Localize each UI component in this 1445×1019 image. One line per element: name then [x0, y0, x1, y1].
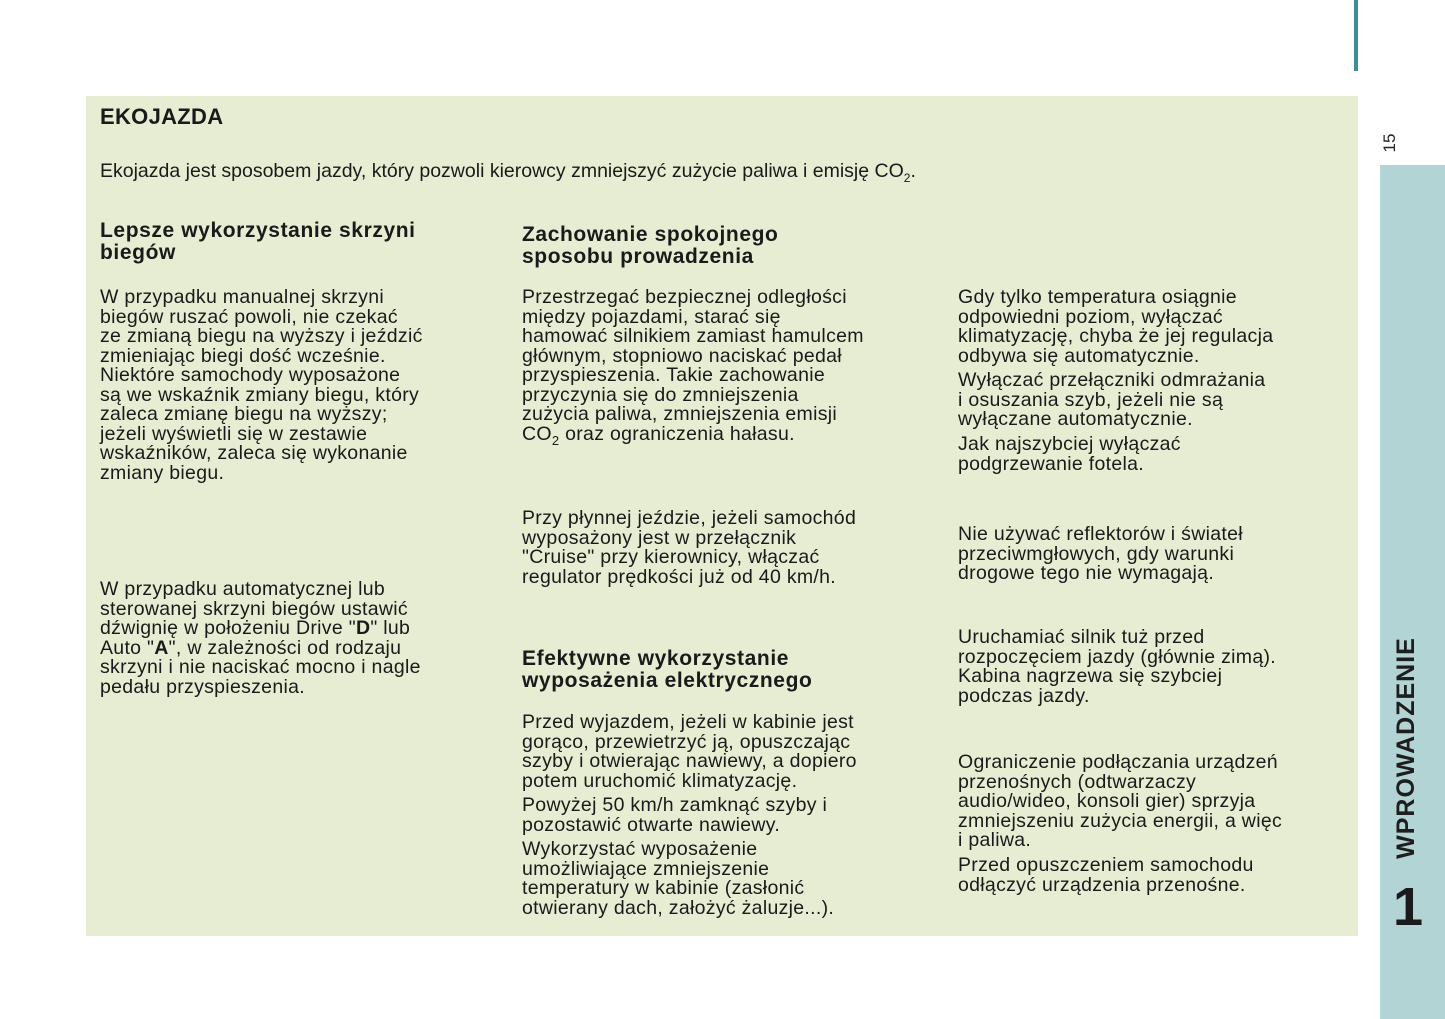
- para-portable-devices: Ograniczenie podłączania urządzeń przenośnych (odtwarzaczy audio/wideo, konsoli gier) sprzyja zmniejszeniu zużycia energii, a więc i paliwa.: [958, 751, 1283, 851]
- safe-distance-end: oraz ograniczenia hałasu.: [559, 422, 795, 445]
- chapter-tab-label: WPROWADZENIE: [1391, 637, 1420, 859]
- drive-mode-letter: D: [355, 617, 371, 639]
- safe-distance-text: Przestrzegać bezpiecznej odległości między pojazdami, starać się hamować silnikiem zamiast hamulcem głównym, stopniowo naciskać pedał przyspieszenia. Takie zachowanie przyczynia się do zmniejszenia zużycia paliwa, zmniejszenia emisji CO: [522, 286, 864, 445]
- para-seat-heating: Jak najszybciej wyłączać podgrzewanie fotela.: [958, 433, 1181, 475]
- heading-calm-driving: Zachowanie spokojnego sposobu prowadzenia: [522, 223, 779, 268]
- intro-text: [100, 158, 1300, 191]
- para-fog-lights: Nie używać reflektorów i świateł przeciwmgłowych, gdy warunki drogowe tego nie wymagają.: [958, 523, 1243, 584]
- para-automatic-gearbox: [100, 580, 500, 697]
- intro-text-end: .: [910, 160, 916, 182]
- para-close-windows: Powyżej 50 km/h zamknąć szyby i pozostawić otwarte nawiewy.: [522, 794, 828, 836]
- para-cruise-control: Przy płynnej jeździe, jeżeli samochód wyposażony jest w przełącznik "Cruise" przy kierownicy, włączać regulator prędkości już od 40 km/h.: [522, 507, 857, 588]
- para-ventilate-cabin: Przed wyjazdem, jeżeli w kabinie jest gorąco, przewietrzyć ją, opuszczając szyby i otwierając nawiewy, a dopiero potem uruchomić klimatyzację.: [522, 711, 857, 792]
- para-manual-gearbox: W przypadku manualnej skrzyni biegów ruszać powoli, nie czekać ze zmianą biegu na wyższy i jeździć zmieniając biegi dość wcześnie. Niektóre samochody wyposażone są we wskaźnik zmiany biegu, który zaleca zmianę biegu na wyższy; jeżeli wyświetli się w zestawie wskaźników, zaleca się wykonanie zmiany biegu.: [100, 286, 423, 484]
- heading-gearbox: Lepsze wykorzystanie skrzyni biegów: [100, 219, 416, 264]
- para-reduce-cabin-temperature: Wykorzystać wyposażenie umożliwiające zmniejszenie temperatury w kabinie (zasłonić otwierany dach, założyć żaluzje...).: [522, 838, 835, 919]
- auto-para-text-1: W przypadku automatycznej lub sterowanej skrzyni biegów ustawić dźwignię w położeniu Drive ": [100, 578, 408, 639]
- auto-para-text-2: " lub Auto ": [100, 617, 411, 659]
- page-number: 15: [1380, 133, 1399, 153]
- auto-para-text-3: ", w zależności od rodzaju skrzyni i nie naciskać mocno i nagle pedału przyspieszenia.: [100, 636, 421, 698]
- para-engine-start: Uruchamiać silnik tuż przed rozpoczęciem jazdy (głównie zimą). Kabina nagrzewa się szybciej podczas jazdy.: [958, 626, 1276, 707]
- section-title: EKOJAZDA: [100, 104, 224, 129]
- auto-mode-letter: A: [154, 636, 169, 659]
- intro-text-main: Ekojazda jest sposobem jazdy, który pozwoli kierowcy zmniejszyć zużycie paliwa i emisję CO: [100, 160, 904, 182]
- para-demisting: Wyłączać przełączniki odmrażania i osuszania szyb, jeżeli nie są wyłączane automatycznie.: [958, 369, 1266, 430]
- chapter-number: 1: [1392, 877, 1424, 937]
- co2-subscript: 2: [551, 432, 560, 448]
- intro-subscript: 2: [903, 170, 911, 185]
- heading-electrical-equipment: Efektywne wykorzystanie wyposażenia elektrycznego: [522, 647, 813, 692]
- top-rule: [1354, 0, 1358, 71]
- para-safe-distance: [522, 288, 942, 450]
- para-air-conditioning: Gdy tylko temperatura osiągnie odpowiedni poziom, wyłączać klimatyzację, chyba że jej regulacja odbywa się automatycznie.: [958, 286, 1274, 367]
- para-disconnect-devices: Przed opuszczeniem samochodu odłączyć urządzenia przenośne.: [958, 854, 1254, 896]
